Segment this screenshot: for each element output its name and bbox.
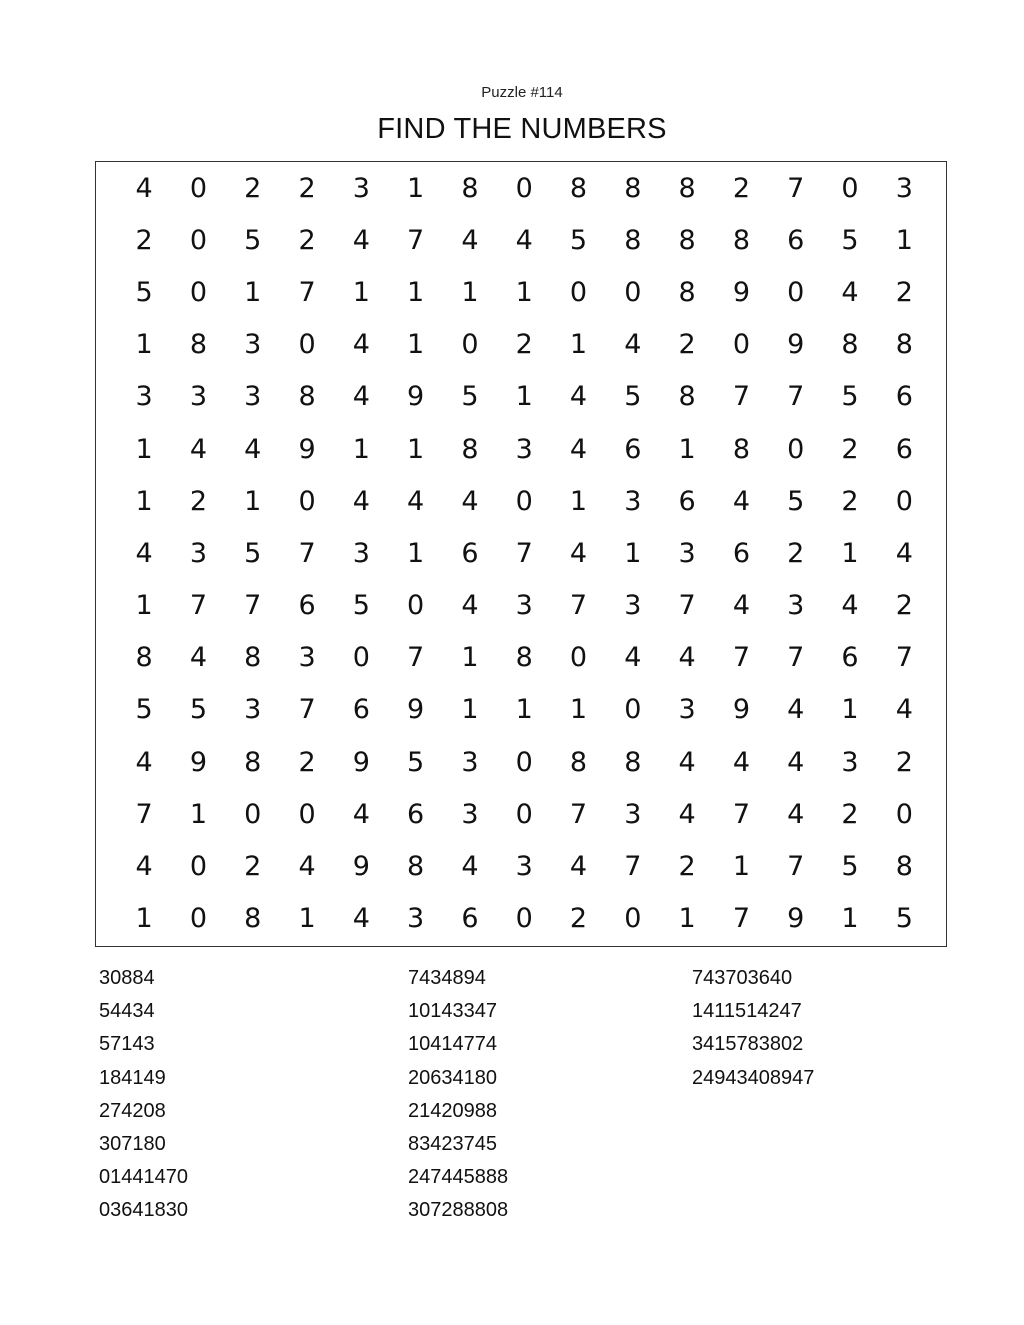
grid-cell[interactable]: 7 xyxy=(298,694,316,726)
grid-cell[interactable]: 6 xyxy=(352,694,370,726)
word-list-item: 247445888 xyxy=(408,1166,509,1189)
grid-cell[interactable]: 4 xyxy=(352,329,370,361)
grid-cell[interactable]: 2 xyxy=(244,172,262,204)
grid-cell[interactable]: 0 xyxy=(515,485,533,517)
grid-cell[interactable]: 7 xyxy=(407,642,425,674)
word-list-item: 1411514247 xyxy=(692,1000,802,1023)
grid-cell[interactable]: 5 xyxy=(841,381,859,413)
grid-cell[interactable]: 4 xyxy=(189,642,208,674)
grid-cell[interactable]: 8 xyxy=(678,381,696,413)
grid-cell[interactable]: 4 xyxy=(189,433,208,465)
grid-cell[interactable]: 8 xyxy=(189,329,208,361)
grid-cell[interactable]: 1 xyxy=(461,694,479,726)
grid-cell[interactable]: 5 xyxy=(407,746,425,778)
word-list-item: 83423745 xyxy=(408,1133,497,1156)
grid-cell[interactable]: 1 xyxy=(678,903,696,935)
grid-cell[interactable]: 0 xyxy=(298,798,316,830)
grid-cell[interactable]: 8 xyxy=(461,433,479,465)
grid-cell[interactable]: 2 xyxy=(841,485,859,517)
grid-cell[interactable]: 1 xyxy=(732,851,750,883)
grid-cell[interactable]: 1 xyxy=(569,485,588,517)
grid-cell[interactable]: 1 xyxy=(407,433,425,465)
grid-cell[interactable]: 1 xyxy=(841,903,859,935)
grid-cell[interactable]: 7 xyxy=(732,798,750,830)
grid-cell[interactable]: 3 xyxy=(461,746,479,778)
grid-cell[interactable]: 4 xyxy=(732,590,750,622)
grid-cell[interactable]: 0 xyxy=(189,276,208,308)
grid-cell[interactable]: 0 xyxy=(244,798,262,830)
word-list-item: 21420988 xyxy=(408,1099,497,1122)
grid-cell[interactable]: 7 xyxy=(569,590,588,622)
grid-cell[interactable]: 4 xyxy=(624,642,642,674)
grid-cell[interactable]: 4 xyxy=(461,851,479,883)
grid-cell[interactable]: 4 xyxy=(569,433,588,465)
puzzle-title: FIND THE NUMBERS xyxy=(377,113,667,145)
grid-cell[interactable]: 3 xyxy=(624,485,642,517)
grid-cell[interactable]: 4 xyxy=(841,590,859,622)
grid-cell[interactable]: 6 xyxy=(895,381,913,413)
word-list-item: 10414774 xyxy=(408,1033,497,1056)
word-list-item: 20634180 xyxy=(408,1066,497,1089)
grid-cell[interactable]: 4 xyxy=(352,485,370,517)
grid-cell[interactable]: 0 xyxy=(515,903,533,935)
grid-cell[interactable]: 9 xyxy=(407,694,425,726)
grid-cell[interactable]: 4 xyxy=(569,537,588,569)
grid-cell[interactable]: 3 xyxy=(298,642,316,674)
grid-cell[interactable]: 8 xyxy=(678,224,696,256)
grid-cell[interactable]: 3 xyxy=(244,329,262,361)
word-list-item: 54434 xyxy=(99,1000,155,1023)
grid-cell[interactable]: 0 xyxy=(189,851,208,883)
grid-cell[interactable]: 9 xyxy=(787,903,805,935)
puzzle-number: Puzzle #114 xyxy=(481,84,563,101)
grid-cell[interactable]: 0 xyxy=(461,329,479,361)
grid-cell[interactable]: 3 xyxy=(624,590,642,622)
grid-cell[interactable]: 5 xyxy=(569,224,588,256)
grid-cell[interactable]: 3 xyxy=(407,903,425,935)
grid-cell[interactable]: 1 xyxy=(135,433,153,465)
grid-cell[interactable]: 7 xyxy=(787,381,805,413)
grid-cell[interactable]: 0 xyxy=(189,172,208,204)
grid-cell[interactable]: 1 xyxy=(678,433,696,465)
grid-cell[interactable]: 4 xyxy=(461,590,479,622)
grid-cell[interactable]: 7 xyxy=(135,798,153,830)
grid-cell[interactable]: 4 xyxy=(352,381,370,413)
grid-cell[interactable]: 7 xyxy=(569,798,588,830)
word-list-item: 57143 xyxy=(99,1033,155,1056)
grid-cell[interactable]: 4 xyxy=(732,485,750,517)
grid-cell[interactable]: 4 xyxy=(624,329,642,361)
grid-cell[interactable]: 1 xyxy=(135,903,153,935)
number-grid xyxy=(117,162,931,945)
grid-cell[interactable]: 2 xyxy=(298,746,316,778)
grid-cell[interactable]: 2 xyxy=(841,798,859,830)
grid-cell[interactable]: 1 xyxy=(189,798,208,830)
grid-cell[interactable]: 0 xyxy=(189,224,208,256)
grid-cell[interactable]: 3 xyxy=(352,537,370,569)
grid-cell[interactable]: 6 xyxy=(678,485,696,517)
word-list-item: 743703640 xyxy=(692,967,793,989)
word-list-item: 10143347 xyxy=(408,1000,497,1023)
grid-cell[interactable]: 3 xyxy=(841,746,859,778)
grid-cell[interactable]: 4 xyxy=(298,851,316,883)
word-list-column-3 xyxy=(692,962,814,1095)
grid-cell[interactable]: 4 xyxy=(515,224,533,256)
grid-cell[interactable]: 4 xyxy=(895,694,913,726)
grid-cell[interactable]: 0 xyxy=(515,798,533,830)
grid-cell[interactable]: 4 xyxy=(244,433,262,465)
word-list-item: 184149 xyxy=(99,1066,166,1089)
grid-cell[interactable]: 1 xyxy=(407,172,425,204)
grid-cell[interactable]: 0 xyxy=(624,276,642,308)
grid-cell[interactable]: 2 xyxy=(189,485,208,517)
grid-cell[interactable]: 4 xyxy=(352,903,370,935)
grid-cell[interactable]: 7 xyxy=(895,642,913,674)
grid-cell[interactable]: 5 xyxy=(189,694,208,726)
grid-cell[interactable]: 4 xyxy=(135,851,153,883)
grid-cell[interactable]: 5 xyxy=(244,537,262,569)
grid-cell[interactable]: 7 xyxy=(189,590,208,622)
word-list-item: 24943408947 xyxy=(692,1066,815,1089)
grid-cell[interactable]: 8 xyxy=(624,746,642,778)
grid-cell[interactable]: 5 xyxy=(841,851,859,883)
grid-cell[interactable]: 7 xyxy=(244,590,262,622)
grid-cell[interactable]: 8 xyxy=(678,276,696,308)
grid-cell[interactable]: 7 xyxy=(298,276,316,308)
grid-cell[interactable]: 1 xyxy=(569,694,588,726)
grid-cell[interactable]: 4 xyxy=(569,851,588,883)
grid-cell[interactable]: 1 xyxy=(352,433,370,465)
grid-cell[interactable]: 4 xyxy=(732,746,750,778)
grid-cell[interactable]: 5 xyxy=(461,381,479,413)
grid-cell[interactable]: 3 xyxy=(189,537,208,569)
grid-cell[interactable]: 1 xyxy=(895,224,913,256)
grid-cell[interactable]: 1 xyxy=(515,276,533,308)
grid-cell[interactable]: 4 xyxy=(461,224,479,256)
grid-cell[interactable]: 8 xyxy=(298,381,316,413)
grid-cell[interactable]: 1 xyxy=(515,381,533,413)
word-list-item: 3415783802 xyxy=(692,1033,804,1056)
grid-cell[interactable]: 1 xyxy=(841,694,859,726)
grid-cell[interactable]: 6 xyxy=(298,590,316,622)
word-list-item: 307180 xyxy=(99,1133,166,1156)
grid-cell[interactable]: 2 xyxy=(678,329,696,361)
grid-cell[interactable]: 7 xyxy=(787,172,805,204)
grid-cell[interactable]: 0 xyxy=(569,642,588,674)
grid-cell[interactable]: 2 xyxy=(298,224,316,256)
grid-cell[interactable]: 3 xyxy=(678,537,696,569)
grid-cell[interactable]: 6 xyxy=(895,433,913,465)
grid-cell[interactable]: 1 xyxy=(135,485,153,517)
grid-cell[interactable]: 4 xyxy=(407,485,425,517)
grid-cell[interactable]: 6 xyxy=(732,537,750,569)
grid-cell[interactable]: 4 xyxy=(569,381,588,413)
word-list-item: 03641830 xyxy=(99,1199,188,1222)
grid-cell[interactable]: 2 xyxy=(895,746,913,778)
grid-cell[interactable]: 4 xyxy=(787,798,805,830)
grid-cell[interactable]: 1 xyxy=(407,276,425,308)
grid-cell[interactable]: 5 xyxy=(135,694,153,726)
grid-cell[interactable]: 3 xyxy=(515,590,533,622)
grid-cell[interactable]: 2 xyxy=(244,851,262,883)
grid-cell[interactable]: 4 xyxy=(678,642,696,674)
grid-cell[interactable]: 2 xyxy=(895,590,913,622)
grid-cell[interactable]: 0 xyxy=(298,329,316,361)
grid-cell[interactable]: 2 xyxy=(515,329,533,361)
grid-cell[interactable]: 5 xyxy=(624,381,642,413)
grid-cell[interactable]: 2 xyxy=(732,172,750,204)
grid-cell[interactable]: 4 xyxy=(461,485,479,517)
grid-cell[interactable]: 6 xyxy=(461,903,479,935)
grid-cell[interactable]: 1 xyxy=(407,329,425,361)
grid-cell[interactable]: 4 xyxy=(787,694,805,726)
grid-cell[interactable]: 3 xyxy=(461,798,479,830)
grid-cell[interactable]: 8 xyxy=(135,642,153,674)
grid-cell[interactable]: 1 xyxy=(569,329,588,361)
grid-cell[interactable]: 2 xyxy=(787,537,805,569)
word-list-item: 307288808 xyxy=(408,1199,509,1222)
grid-cell[interactable]: 3 xyxy=(678,694,696,726)
grid-cell[interactable]: 4 xyxy=(895,537,913,569)
grid-cell[interactable]: 8 xyxy=(895,329,913,361)
grid-cell[interactable]: 8 xyxy=(624,172,642,204)
grid-cell[interactable]: 7 xyxy=(732,903,750,935)
grid-cell[interactable]: 5 xyxy=(244,224,262,256)
grid-cell[interactable]: 8 xyxy=(569,172,588,204)
grid-cell[interactable]: 8 xyxy=(461,172,479,204)
grid-cell[interactable]: 0 xyxy=(732,329,750,361)
grid-cell[interactable]: 3 xyxy=(189,381,208,413)
grid-cell[interactable]: 8 xyxy=(624,224,642,256)
grid-cell[interactable]: 0 xyxy=(787,276,805,308)
grid-cell[interactable]: 2 xyxy=(569,903,588,935)
grid-cell[interactable]: 5 xyxy=(352,590,370,622)
grid-cell[interactable]: 2 xyxy=(298,172,316,204)
grid-cell[interactable]: 0 xyxy=(895,485,913,517)
word-list-item: 30884 xyxy=(99,967,155,989)
grid-cell[interactable]: 3 xyxy=(624,798,642,830)
grid-cell[interactable]: 6 xyxy=(461,537,479,569)
grid-cell[interactable]: 4 xyxy=(135,746,153,778)
grid-cell[interactable]: 3 xyxy=(352,172,370,204)
grid-cell[interactable]: 9 xyxy=(407,381,425,413)
grid-cell[interactable]: 0 xyxy=(624,903,642,935)
grid-cell[interactable]: 0 xyxy=(515,172,533,204)
grid-cell[interactable]: 3 xyxy=(787,590,805,622)
grid-cell[interactable]: 1 xyxy=(244,276,262,308)
grid-cell[interactable]: 1 xyxy=(244,485,262,517)
grid-cell[interactable]: 0 xyxy=(787,433,805,465)
grid-cell[interactable]: 3 xyxy=(895,172,913,204)
grid-cell[interactable]: 5 xyxy=(895,903,913,935)
word-list-column-1 xyxy=(99,962,188,1228)
grid-cell[interactable]: 1 xyxy=(407,537,425,569)
grid-cell[interactable]: 4 xyxy=(352,224,370,256)
grid-cell[interactable]: 3 xyxy=(135,381,153,413)
grid-cell[interactable]: 8 xyxy=(678,172,696,204)
grid-cell[interactable]: 0 xyxy=(298,485,316,517)
grid-cell[interactable]: 6 xyxy=(787,224,805,256)
grid-cell[interactable]: 6 xyxy=(407,798,425,830)
grid-cell[interactable]: 0 xyxy=(569,276,588,308)
grid-cell[interactable]: 0 xyxy=(189,903,208,935)
grid-cell[interactable]: 9 xyxy=(352,851,370,883)
grid-cell[interactable]: 2 xyxy=(135,224,153,256)
grid-cell[interactable]: 9 xyxy=(298,433,316,465)
grid-cell[interactable]: 5 xyxy=(135,276,153,308)
grid-cell[interactable]: 0 xyxy=(624,694,642,726)
grid-cell[interactable]: 7 xyxy=(787,642,805,674)
grid-cell[interactable]: 8 xyxy=(569,746,588,778)
grid-cell[interactable]: 4 xyxy=(678,798,696,830)
word-list-item: 7434894 xyxy=(408,967,486,989)
grid-cell[interactable]: 0 xyxy=(407,590,425,622)
grid-cell[interactable]: 1 xyxy=(624,537,642,569)
grid-cell[interactable]: 4 xyxy=(678,746,696,778)
grid-cell[interactable]: 0 xyxy=(841,172,859,204)
grid-cell[interactable]: 0 xyxy=(352,642,370,674)
grid-cell[interactable]: 5 xyxy=(841,224,859,256)
grid-cell[interactable]: 1 xyxy=(461,276,479,308)
grid-cell[interactable]: 9 xyxy=(352,746,370,778)
grid-cell[interactable]: 7 xyxy=(787,851,805,883)
grid-cell[interactable]: 0 xyxy=(515,746,533,778)
grid-cell[interactable]: 4 xyxy=(352,798,370,830)
grid-cell[interactable]: 4 xyxy=(841,276,859,308)
grid-cell[interactable]: 4 xyxy=(135,172,153,204)
grid-cell[interactable]: 2 xyxy=(895,276,913,308)
grid-cell[interactable]: 7 xyxy=(732,642,750,674)
grid-cell[interactable]: 7 xyxy=(624,851,642,883)
grid-cell[interactable]: 1 xyxy=(515,694,533,726)
grid-cell[interactable]: 8 xyxy=(244,746,262,778)
grid-cell[interactable]: 8 xyxy=(244,642,262,674)
grid-cell[interactable]: 3 xyxy=(244,694,262,726)
grid-cell[interactable]: 7 xyxy=(298,537,316,569)
grid-cell[interactable]: 9 xyxy=(189,746,208,778)
word-list-column-2 xyxy=(408,962,508,1228)
grid-cell[interactable]: 1 xyxy=(352,276,370,308)
grid-cell[interactable]: 0 xyxy=(895,798,913,830)
word-list-item: 274208 xyxy=(99,1099,166,1122)
grid-cell[interactable]: 1 xyxy=(841,537,859,569)
grid-cell[interactable]: 7 xyxy=(515,537,533,569)
grid-cell[interactable]: 7 xyxy=(407,224,425,256)
grid-cell[interactable]: 8 xyxy=(515,642,533,674)
grid-cell[interactable]: 1 xyxy=(298,903,316,935)
grid-cell[interactable]: 5 xyxy=(787,485,805,517)
grid-cell[interactable]: 8 xyxy=(732,433,750,465)
grid-cell[interactable]: 8 xyxy=(841,329,859,361)
grid-cell[interactable]: 6 xyxy=(624,433,642,465)
grid-cell[interactable]: 9 xyxy=(732,694,750,726)
grid-cell[interactable]: 3 xyxy=(515,851,533,883)
grid-cell[interactable]: 7 xyxy=(732,381,750,413)
grid-cell[interactable]: 4 xyxy=(135,537,153,569)
grid-cell[interactable]: 8 xyxy=(732,224,750,256)
grid-cell[interactable]: 8 xyxy=(407,851,425,883)
grid-cell[interactable]: 8 xyxy=(244,903,262,935)
grid-cell[interactable]: 1 xyxy=(461,642,479,674)
grid-cell[interactable]: 7 xyxy=(678,590,696,622)
grid-cell[interactable]: 1 xyxy=(135,590,153,622)
grid-cell[interactable]: 4 xyxy=(787,746,805,778)
grid-cell[interactable]: 3 xyxy=(515,433,533,465)
grid-cell[interactable]: 9 xyxy=(787,329,805,361)
grid-cell[interactable]: 3 xyxy=(244,381,262,413)
grid-cell[interactable]: 6 xyxy=(841,642,859,674)
grid-cell[interactable]: 2 xyxy=(678,851,696,883)
grid-cell[interactable]: 8 xyxy=(895,851,913,883)
grid-cell[interactable]: 9 xyxy=(732,276,750,308)
grid-cell[interactable]: 2 xyxy=(841,433,859,465)
word-list-item: 01441470 xyxy=(99,1166,188,1189)
grid-cell[interactable]: 1 xyxy=(135,329,153,361)
